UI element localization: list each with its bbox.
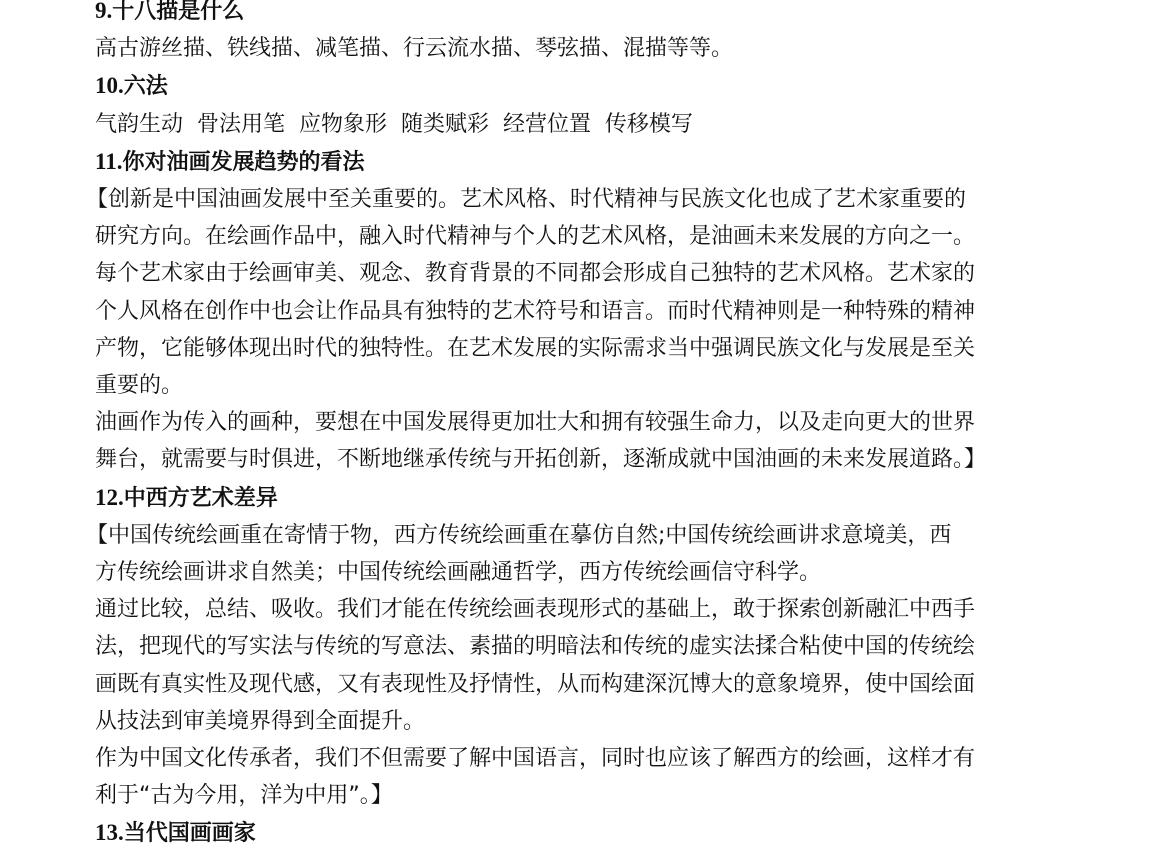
- text-line: 产物，它能够体现出时代的独特性。在艺术发展的实际需求当中强调民族文化与发展是至关: [95, 335, 976, 361]
- section-number: 12.: [95, 484, 124, 510]
- section-heading: [95, 143, 1085, 181]
- text-line: 每个艺术家由于绘画审美、观念、教育背景的不同都会形成自己独特的艺术风格。艺术家的: [95, 261, 976, 287]
- text-line: 【创新是中国油画发展中至关重要的。艺术风格、时代精神与民族文化也成了艺术家重要的: [86, 187, 967, 213]
- text-line: 研究方向。在绘画作品中，融入时代精神与个人的艺术风格，是油画未来发展的方向之一。: [95, 224, 976, 250]
- text-line: 作为中国文化传承者，我们不但需要了解中国语言，同时也应该了解西方的绘画，这样才有: [95, 746, 976, 772]
- section-title: 十八描是什么: [112, 0, 245, 24]
- text-line: 舞台，就需要与时俱进，不断地继承传统与开拓创新，逐渐成就中国油画的未来发展道路。】: [95, 447, 987, 473]
- section-title: 中西方艺术差异: [123, 485, 278, 511]
- section-9: [95, 0, 1085, 67]
- section-number: 10.: [95, 73, 124, 99]
- text-line: 画既有真实性及现代感，又有表现性及抒情性，从而构建深沉博大的意象境界，使中国绘面: [95, 671, 976, 697]
- text-line: 利于“古为今用，洋为中用”。】: [95, 783, 393, 809]
- text-line: 油画作为传入的画种，要想在中国发展得更加壮大和拥有较强生命力，以及走向更大的世界: [95, 410, 976, 436]
- section-11: [86, 143, 1085, 479]
- text-line: 个人风格在创作中也会让作品具有独特的艺术符号和语言。而时代精神则是一种特殊的精神: [95, 298, 976, 324]
- text-line: 方传统绘画讲求自然美；中国传统绘画融通哲学，西方传统绘画信守科学。: [95, 560, 822, 586]
- text-line: 高古游丝描、铁线描、减笔描、行云流水描、琴弦描、混描等等。: [95, 36, 734, 62]
- section-title: 你对油画发展趋势的看法: [122, 149, 365, 175]
- document-body: [86, 0, 1085, 853]
- text-line: 气韵生动 骨法用笔 应物象形 随类赋彩 经营位置 传移模写: [95, 111, 693, 137]
- section-10: [95, 67, 1085, 142]
- section-heading: [95, 67, 1085, 105]
- text-line: 法，把现代的写实法与传统的写意法、素描的明暗法和传统的虚实法揉合粘使中国的传统绘: [95, 634, 976, 660]
- text-line: 重要的。: [95, 373, 184, 399]
- text-line: 从技法到审美境界得到全面提升。: [95, 708, 426, 734]
- section-heading: [95, 0, 1085, 30]
- section-number: 13.: [95, 820, 124, 846]
- section-12: [86, 479, 1085, 815]
- section-title: 当代国画画家: [123, 821, 256, 847]
- section-number: 9.: [95, 0, 113, 23]
- section-title: 六法: [123, 74, 168, 100]
- text-line: 通过比较，总结、吸收。我们才能在传统绘画表现形式的基础上，敢于探索创新融汇中西手: [95, 597, 976, 623]
- section-heading: [95, 479, 1085, 517]
- text-line: 【中国传统绘画重在寄情于物，西方传统绘画重在摹仿自然;中国传统绘画讲求意境美，西: [86, 522, 952, 548]
- section-number: 11.: [95, 148, 123, 174]
